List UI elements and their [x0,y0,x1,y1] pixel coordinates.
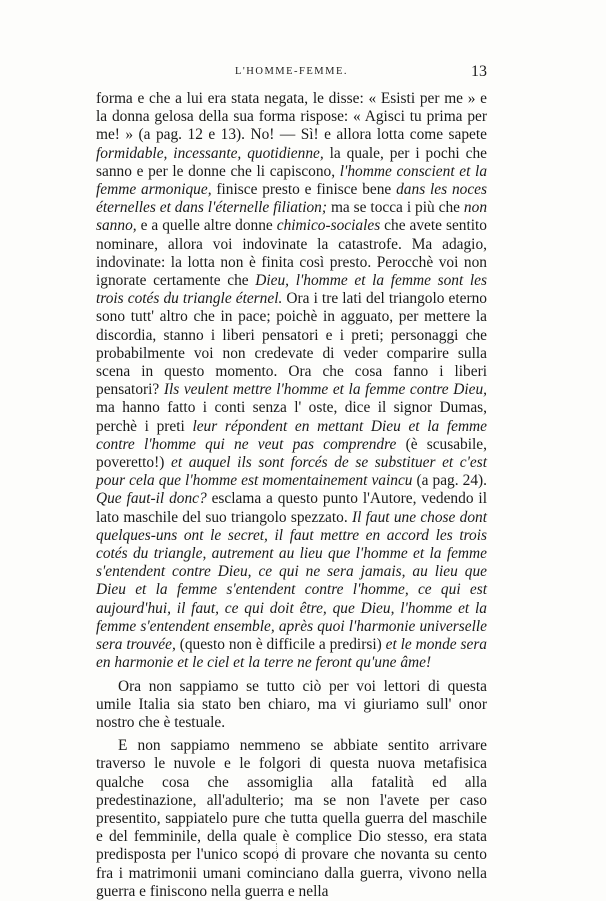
text-run: forma e che a lui era stata negata, le disse: « Esisti per me » e la donna gelosa della sua forma rispose: « Agisci tu prima per me! » (a pag. 12 e 13). No! — Sì! e allora lotta come sapete [96,90,487,144]
text-run: (a pag. 24). [412,472,487,490]
running-head-title: L'HOMME-FEMME. [234,66,349,77]
text-run: (è scusabile, poveretto!) [96,435,487,472]
text-run: la quale, per i pochi che sanno e per le donne che li capiscono, [96,144,487,180]
text-run: Ora i tre lati del triangolo eterno sono tutt' altro che in pace; poichè in agguato, per mettere la discordia, stanno i liberi pensatori e i preti; personaggi che probabilmente voi non credevate di veder comparire sulla scena in questo momento. Ora che cosa fanno i liberi pensatori? [96,290,487,399]
text-run: che avete sentito nominare, allora voi indovinate la catastrofe. Ma adagio, indovinate: la lotta non è finita così presto. Perocchè voi non ignorate certamente che [96,217,487,290]
italic-quote: Dieu, l'homme et la femme sont les trois cotés du triangle éternel. [96,272,487,308]
page-number: 13 [471,63,487,80]
italic-quote: leur répondent en mettant Dieu et la femme contre l'homme qui ne veut pas comprendre [96,417,487,453]
italic-quote: Ils veulent mettre l'homme et la femme contre Dieu, [163,381,488,399]
italic-quote: non sanno, [96,199,488,235]
text-run: ma se tocca i più che [327,199,464,217]
running-head [96,63,487,86]
text-run: esclama a questo punto l'Autore, vedendo il lato maschile del suo triangolo spezzato. [96,490,487,526]
paragraph-1 [96,90,487,673]
italic-quote: Que faut-il donc? [96,490,207,508]
text-run: Ora non sappiamo se tutto ciò per voi lettori di questa umile Italia sia stato ben chiaro, ma vi giuriamo sull' onor nostro che è testuale. [96,677,487,731]
italic-quote: et auquel ils sont forcés de se substituer et c'est pour cela que l'homme est momentainement vaincu [96,454,488,490]
italic-quote: dans les noces éternelles et dans l'éternelle filiation; [96,181,487,217]
italic-quote: chimico-sociales [276,217,381,235]
paragraph-3 [96,737,487,901]
text-run: (questo non è difficile a predirsi) [175,636,386,654]
italic-quote: formidable, incessante, quotidienne, [96,144,324,162]
paragraph-2 [96,678,487,733]
italic-quote: Il faut une chose dont quelques-uns ont le secret, il faut mettre en accord les trois cotés du triangle, autrement au lieu que l'homme et la femme s'entendent contre Dieu, ce qui ne sera jamais, au lieu que Dieu et la femme s'entendent contre l'homme, ce qui est aujourd'hui, il faut, ce qui doit être, que Dieu, l'homme et la femme s'entendent ensemble, après quoi l'harmonie universelle sera trouvée, [96,508,487,654]
text-run: ma hanno fatto i conti senza l' oste, dice il signor Dumas, perchè i preti [96,399,487,435]
scan-mark [276,843,280,861]
text-run: finisce presto e finisce bene [211,181,397,199]
text-run: E non sappiamo nemmeno se abbiate sentito arrivare traverso le nuvole e le folgori di questa nuova metafisica qualche cosa che assomiglia alla fatalità ed alla predestinazione, all'adulterio; ma se non l'avete per caso presentito, sappiatelo pure che tutta quella guerra del maschile e del femminile, della quale è complice Dio stesso, era stata predisposta per l'unico scopo di provare che novanta su cento fra i matrimonii umani cominciano dalla guerra, vivono nella guerra e finiscono nella guerra e nella [96,737,487,900]
italic-quote: et le monde sera en harmonie et le ciel et la terre ne feront qu'une âme! [96,636,488,672]
body-text [96,90,487,901]
text-run: e a quelle altre donne [136,217,277,235]
italic-quote: l'homme conscient et la femme armonique, [96,162,488,199]
